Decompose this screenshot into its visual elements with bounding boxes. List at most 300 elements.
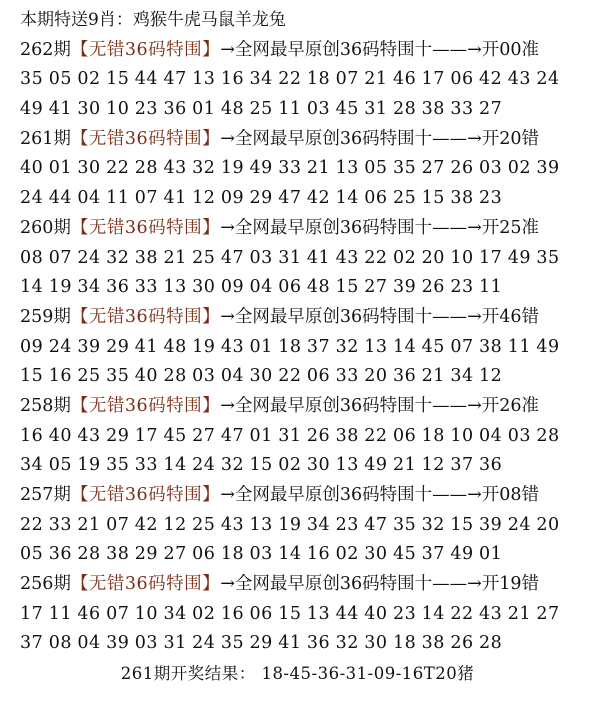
period-tag: 【无错36码特围】 (70, 306, 221, 327)
number-cell: 32 (335, 633, 359, 654)
number-cell: 23 (335, 514, 359, 535)
number-cell: 45 (163, 425, 187, 446)
number-cell: 03 (249, 247, 273, 268)
number-cell: 13 (192, 69, 216, 90)
number-cell: 16 (220, 69, 245, 90)
number-cell: 23 (392, 603, 417, 624)
number-row (20, 65, 595, 95)
number-cell: 25 (392, 188, 417, 209)
number-cell: 22 (364, 247, 388, 268)
number-cell: 19 (278, 514, 302, 535)
number-cell: 28 (134, 158, 159, 179)
number-cell: 32 (421, 514, 445, 535)
number-cell: 40 (20, 158, 44, 179)
number-cell: 15 (278, 603, 302, 624)
number-cell: 27 (163, 544, 187, 565)
number-cell: 29 (134, 544, 159, 565)
number-cell: 14 (335, 188, 359, 209)
number-cell: 20 (536, 514, 560, 535)
period-tagline: →全网最早原创36码特围十——→开 (220, 39, 500, 60)
number-cell: 02 (77, 69, 101, 90)
number-cell: 03 (479, 158, 503, 179)
number-cell: 46 (392, 69, 417, 90)
number-cell: 10 (450, 247, 474, 268)
period-tagline: →全网最早原创36码特围十——→开 (220, 128, 500, 149)
number-cell: 29 (249, 188, 273, 209)
number-cell: 39 (479, 514, 503, 535)
number-cell: 30 (249, 366, 273, 387)
number-cell: 22 (278, 366, 302, 387)
period-tag: 【无错36码特围】 (70, 217, 221, 238)
number-cell: 09 (20, 336, 44, 357)
period-tag: 【无错36码特围】 (70, 485, 221, 505)
number-cell: 22 (106, 158, 130, 179)
number-cell: 27 (536, 603, 560, 624)
number-cell: 48 (163, 336, 187, 357)
intro-line: 本期特送9肖：鸡猴牛虎马鼠羊龙兔 (20, 10, 286, 30)
number-cell: 36 (163, 99, 187, 120)
number-cell: 35 (106, 366, 130, 387)
number-cell: 19 (220, 158, 245, 179)
number-cell: 34 (20, 455, 44, 476)
number-row (20, 273, 595, 303)
number-cell: 24 (507, 514, 531, 535)
number-cell: 24 (536, 69, 560, 90)
number-cell: 22 (278, 69, 302, 90)
number-cell: 16 (20, 425, 44, 446)
number-cell: 07 (106, 603, 130, 624)
number-cell: 42 (479, 69, 503, 90)
number-cell: 38 (450, 188, 474, 209)
number-cell: 31 (364, 99, 388, 120)
number-cell: 05 (364, 158, 388, 179)
number-cell: 02 (507, 158, 531, 179)
period-result: 19错 (499, 574, 540, 595)
number-cell: 49 (507, 247, 531, 268)
number-cell: 47 (220, 425, 245, 446)
number-cell: 11 (278, 99, 302, 120)
period-number: 262期 (20, 39, 71, 60)
number-cell: 38 (479, 336, 503, 357)
number-cell: 36 (392, 366, 417, 387)
period-header (20, 392, 595, 422)
number-cell: 16 (220, 603, 245, 624)
number-cell: 46 (77, 603, 101, 624)
number-cell: 18 (220, 544, 245, 565)
period-block (20, 36, 595, 125)
number-cell: 18 (421, 425, 445, 446)
number-cell: 48 (220, 99, 245, 120)
number-cell: 38 (421, 99, 445, 120)
number-cell: 01 (48, 158, 72, 179)
number-cell: 06 (450, 69, 474, 90)
number-cell: 19 (77, 455, 101, 476)
number-cell: 26 (421, 277, 445, 298)
number-cell: 15 (335, 277, 359, 298)
number-cell: 21 (306, 158, 331, 179)
number-cell: 13 (335, 455, 359, 476)
number-cell: 34 (249, 69, 273, 90)
number-cell: 15 (249, 455, 273, 476)
number-cell: 15 (421, 188, 445, 209)
period-block (20, 214, 595, 303)
number-cell: 13 (306, 603, 331, 624)
period-result: 20错 (499, 128, 540, 149)
number-cell: 24 (48, 336, 72, 357)
period-tag: 【无错36码特围】 (70, 128, 221, 149)
number-cell: 08 (20, 247, 44, 268)
number-cell: 12 (192, 188, 216, 209)
number-cell: 49 (536, 336, 560, 357)
number-cell: 33 (48, 514, 72, 535)
period-list (20, 36, 595, 659)
number-cell: 31 (278, 247, 302, 268)
number-cell: 27 (192, 425, 216, 446)
number-cell: 35 (220, 633, 245, 654)
number-cell: 31 (163, 633, 187, 654)
number-cell: 38 (335, 425, 359, 446)
number-cell: 02 (192, 603, 216, 624)
number-row (20, 629, 595, 659)
number-cell: 43 (220, 514, 245, 535)
number-row (20, 422, 595, 452)
period-tag: 【无错36码特围】 (70, 395, 221, 416)
number-cell: 30 (306, 455, 331, 476)
number-cell: 34 (77, 277, 101, 298)
number-cell: 12 (421, 455, 445, 476)
number-cell: 09 (220, 277, 245, 298)
number-cell: 47 (220, 247, 245, 268)
number-cell: 40 (134, 366, 159, 387)
period-block (20, 570, 595, 659)
number-cell: 14 (20, 277, 44, 298)
number-cell: 02 (278, 455, 302, 476)
number-cell: 29 (249, 633, 273, 654)
number-cell: 35 (106, 455, 130, 476)
number-cell: 05 (48, 455, 72, 476)
number-cell: 17 (134, 425, 159, 446)
period-block (20, 392, 595, 481)
number-cell: 06 (192, 544, 216, 565)
number-cell: 11 (479, 277, 503, 298)
number-cell: 21 (421, 366, 445, 387)
period-header (20, 303, 595, 333)
number-cell: 07 (450, 336, 474, 357)
number-row (20, 540, 595, 570)
period-header (20, 36, 595, 66)
number-cell: 36 (479, 455, 503, 476)
number-cell: 36 (106, 277, 130, 298)
number-cell: 41 (278, 633, 302, 654)
period-header (20, 570, 595, 600)
number-cell: 12 (479, 366, 503, 387)
number-cell: 40 (48, 425, 72, 446)
number-cell: 21 (392, 455, 417, 476)
number-cell: 37 (306, 336, 331, 357)
number-cell: 30 (364, 544, 388, 565)
number-cell: 06 (364, 188, 388, 209)
number-cell: 41 (48, 99, 72, 120)
period-header (20, 481, 595, 511)
number-cell: 44 (335, 603, 359, 624)
number-cell: 35 (392, 158, 417, 179)
number-row (20, 184, 595, 214)
number-cell: 38 (106, 544, 130, 565)
period-tagline: →全网最早原创36码特围十——→开 (220, 395, 500, 416)
number-cell: 44 (48, 188, 72, 209)
number-cell: 39 (106, 633, 130, 654)
period-number: 259期 (20, 306, 71, 327)
number-cell: 39 (536, 158, 560, 179)
number-cell: 28 (163, 366, 187, 387)
number-row (20, 95, 595, 125)
number-row (20, 451, 595, 481)
number-cell: 24 (192, 633, 216, 654)
number-cell: 26 (306, 425, 331, 446)
number-cell: 47 (163, 69, 187, 90)
number-cell: 21 (364, 69, 388, 90)
number-cell: 13 (335, 158, 359, 179)
number-cell: 18 (278, 336, 302, 357)
number-cell: 34 (306, 514, 331, 535)
period-number: 258期 (20, 395, 71, 416)
number-cell: 13 (364, 336, 388, 357)
number-cell: 22 (364, 425, 388, 446)
number-cell: 20 (364, 366, 388, 387)
number-cell: 33 (134, 277, 159, 298)
number-cell: 27 (421, 158, 445, 179)
number-cell: 49 (364, 455, 388, 476)
number-cell: 48 (306, 277, 331, 298)
number-cell: 25 (192, 247, 216, 268)
number-cell: 03 (192, 366, 216, 387)
number-cell: 49 (249, 158, 273, 179)
number-cell: 19 (192, 336, 216, 357)
number-cell: 22 (20, 514, 44, 535)
number-cell: 15 (106, 69, 130, 90)
period-number: 260期 (20, 217, 71, 238)
number-cell: 27 (364, 277, 388, 298)
period-block (20, 125, 595, 214)
period-result: 08错 (499, 485, 540, 505)
number-cell: 47 (364, 514, 388, 535)
number-cell: 01 (249, 425, 273, 446)
number-cell: 22 (450, 603, 474, 624)
number-cell: 05 (20, 544, 44, 565)
number-cell: 49 (20, 99, 44, 120)
number-cell: 25 (192, 514, 216, 535)
number-cell: 21 (507, 603, 531, 624)
number-cell: 03 (134, 633, 159, 654)
number-cell: 07 (335, 69, 359, 90)
number-cell: 45 (421, 336, 445, 357)
number-cell: 18 (306, 69, 331, 90)
number-cell: 24 (77, 247, 101, 268)
number-cell: 17 (421, 69, 445, 90)
number-cell: 24 (20, 188, 44, 209)
number-cell: 43 (479, 603, 503, 624)
number-cell: 20 (421, 247, 445, 268)
number-cell: 33 (134, 455, 159, 476)
number-cell: 08 (48, 633, 72, 654)
number-cell: 38 (134, 247, 159, 268)
number-cell: 37 (20, 633, 44, 654)
number-cell: 41 (134, 336, 159, 357)
number-cell: 43 (507, 69, 531, 90)
period-tagline: →全网最早原创36码特围十——→开 (220, 485, 500, 505)
number-cell: 04 (77, 633, 101, 654)
number-row (20, 154, 595, 184)
number-cell: 10 (106, 99, 130, 120)
period-tagline: →全网最早原创36码特围十——→开 (220, 306, 500, 327)
number-cell: 35 (392, 514, 417, 535)
period-header (20, 214, 595, 244)
number-cell: 29 (106, 425, 130, 446)
number-cell: 23 (450, 277, 474, 298)
number-cell: 04 (77, 188, 101, 209)
number-cell: 30 (364, 633, 388, 654)
number-cell: 28 (479, 633, 503, 654)
number-cell: 06 (249, 603, 273, 624)
number-cell: 28 (77, 544, 101, 565)
number-cell: 04 (220, 366, 245, 387)
number-cell: 26 (450, 633, 474, 654)
number-cell: 14 (163, 455, 187, 476)
period-tag: 【无错36码特围】 (70, 39, 221, 60)
number-cell: 07 (106, 514, 130, 535)
number-cell: 06 (392, 425, 417, 446)
number-cell: 49 (450, 544, 474, 565)
number-cell: 11 (48, 603, 72, 624)
period-number: 256期 (20, 574, 71, 595)
number-cell: 32 (220, 455, 245, 476)
number-row (20, 511, 595, 541)
period-tagline: →全网最早原创36码特围十——→开 (220, 574, 500, 595)
period-result: 00准 (499, 39, 540, 60)
number-cell: 33 (335, 366, 359, 387)
number-cell: 35 (536, 247, 560, 268)
number-cell: 38 (421, 633, 445, 654)
number-cell: 14 (392, 336, 417, 357)
period-block (20, 481, 595, 570)
number-cell: 02 (335, 544, 359, 565)
number-cell: 13 (249, 514, 273, 535)
number-row (20, 600, 595, 630)
number-cell: 19 (48, 277, 72, 298)
number-cell: 28 (536, 425, 560, 446)
number-cell: 15 (20, 366, 44, 387)
number-cell: 28 (392, 99, 417, 120)
number-cell: 16 (48, 366, 72, 387)
number-cell: 30 (77, 158, 101, 179)
footer-result: 261期开奖结果： 18-45-36-31-09-16T20猪 (120, 664, 475, 684)
period-header (20, 125, 595, 155)
number-cell: 45 (392, 544, 417, 565)
number-cell: 01 (192, 99, 216, 120)
number-cell: 06 (278, 277, 302, 298)
number-cell: 04 (479, 425, 503, 446)
number-cell: 32 (335, 336, 359, 357)
number-cell: 21 (163, 247, 187, 268)
number-cell: 17 (20, 603, 44, 624)
number-cell: 10 (134, 603, 159, 624)
number-cell: 42 (134, 514, 159, 535)
number-cell: 31 (278, 425, 302, 446)
number-cell: 37 (421, 544, 445, 565)
number-cell: 43 (163, 158, 187, 179)
number-cell: 30 (77, 99, 101, 120)
number-cell: 06 (306, 366, 331, 387)
number-cell: 09 (220, 188, 245, 209)
number-cell: 32 (106, 247, 130, 268)
number-cell: 43 (220, 336, 245, 357)
number-cell: 32 (192, 158, 216, 179)
number-cell: 44 (134, 69, 159, 90)
number-cell: 29 (106, 336, 130, 357)
number-cell: 10 (450, 425, 474, 446)
number-cell: 01 (249, 336, 273, 357)
number-cell: 14 (278, 544, 302, 565)
number-row (20, 362, 595, 392)
number-cell: 15 (450, 514, 474, 535)
number-cell: 47 (278, 188, 302, 209)
number-cell: 27 (479, 99, 503, 120)
number-cell: 40 (364, 603, 388, 624)
number-cell: 34 (450, 366, 474, 387)
period-result: 25准 (499, 217, 540, 238)
number-cell: 11 (507, 336, 531, 357)
period-result: 46错 (499, 306, 540, 327)
number-cell: 36 (306, 633, 331, 654)
number-cell: 02 (392, 247, 417, 268)
number-cell: 23 (134, 99, 159, 120)
number-cell: 45 (335, 99, 359, 120)
number-cell: 43 (335, 247, 359, 268)
number-cell: 30 (192, 277, 216, 298)
number-cell: 12 (163, 514, 187, 535)
number-cell: 25 (249, 99, 273, 120)
number-cell: 41 (163, 188, 187, 209)
period-number: 261期 (20, 128, 71, 149)
number-cell: 07 (134, 188, 159, 209)
period-tagline: →全网最早原创36码特围十——→开 (220, 217, 500, 238)
number-cell: 33 (278, 158, 302, 179)
number-cell: 23 (479, 188, 503, 209)
number-row (20, 244, 595, 274)
number-cell: 34 (163, 603, 187, 624)
number-cell: 18 (392, 633, 417, 654)
period-result: 26准 (499, 395, 540, 416)
number-cell: 37 (450, 455, 474, 476)
number-cell: 03 (249, 544, 273, 565)
period-number: 257期 (20, 485, 71, 505)
number-cell: 36 (48, 544, 72, 565)
number-cell: 17 (479, 247, 503, 268)
number-row (20, 333, 595, 363)
number-cell: 42 (306, 188, 331, 209)
period-tag: 【无错36码特围】 (70, 574, 221, 595)
number-cell: 07 (48, 247, 72, 268)
number-cell: 25 (77, 366, 101, 387)
period-block (20, 303, 595, 392)
number-cell: 03 (306, 99, 331, 120)
number-cell: 21 (77, 514, 101, 535)
number-cell: 05 (48, 69, 72, 90)
number-cell: 39 (77, 336, 101, 357)
number-cell: 41 (306, 247, 331, 268)
number-cell: 26 (450, 158, 474, 179)
number-cell: 01 (479, 544, 503, 565)
